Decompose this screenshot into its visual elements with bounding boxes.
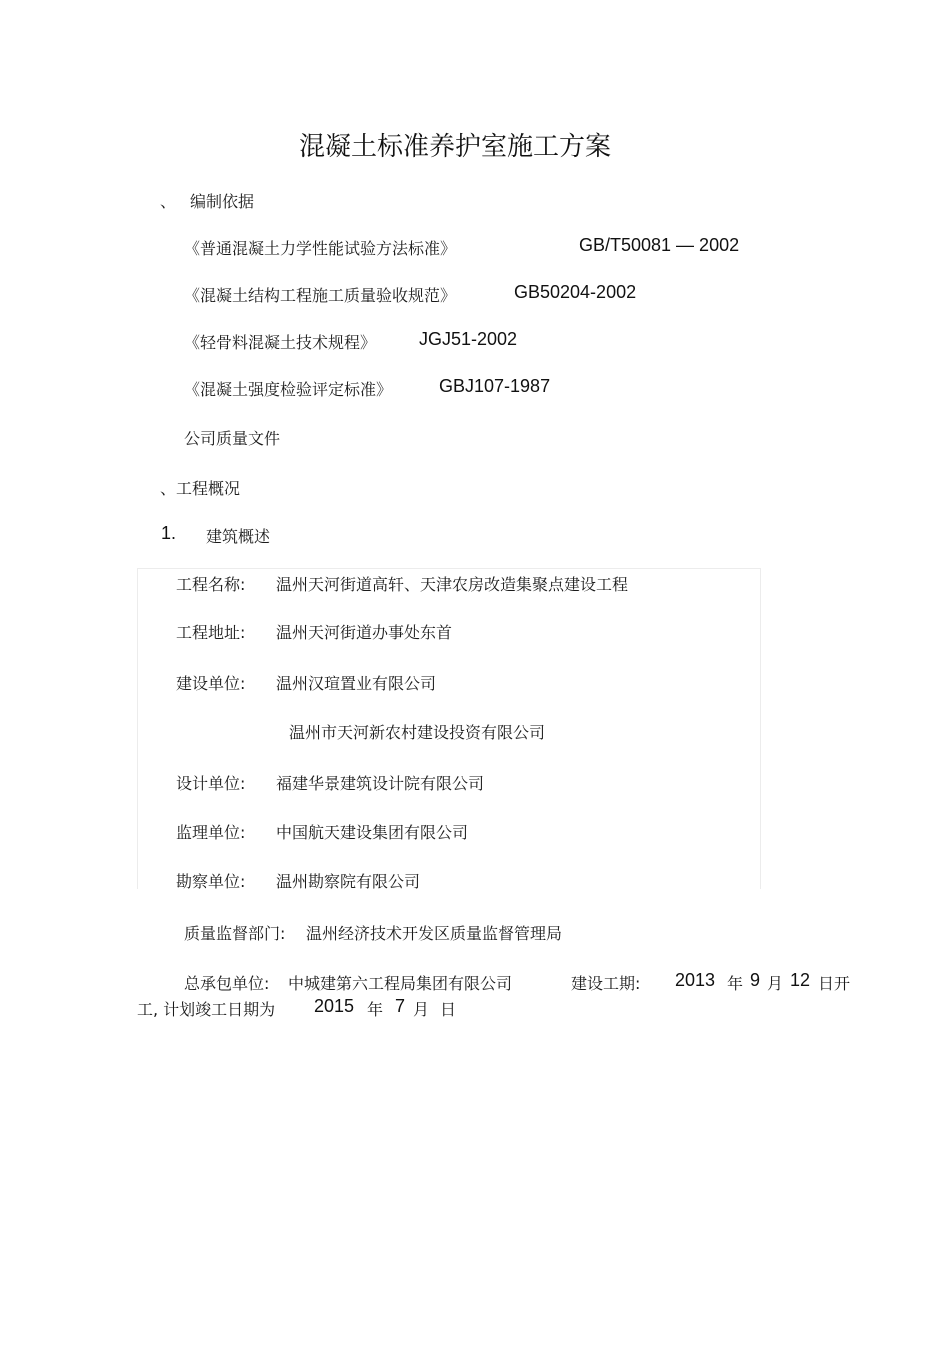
start-tail: 日开	[818, 974, 851, 993]
section-1-label: 编制依据	[190, 192, 255, 211]
section-1-marker: 、	[160, 192, 177, 211]
page-title: 混凝土标准养护室施工方案	[299, 132, 612, 162]
row-value: 福建华景建筑设计院有限公司	[276, 774, 485, 793]
basis-code: GBJ107-1987	[439, 376, 551, 396]
row-label: 设计单位:	[176, 774, 246, 793]
quality-dept-label: 质量监督部门:	[184, 924, 286, 943]
basis-code: JGJ51-2002	[419, 329, 518, 349]
row-label: 监理单位:	[176, 823, 246, 842]
basis-name: 《普通混凝土力学性能试验方法标准》	[184, 239, 457, 258]
day-char: 日	[440, 1000, 457, 1019]
year-char-2: 年	[367, 1000, 384, 1019]
row-label: 工程名称:	[176, 575, 246, 594]
end-month: 7	[395, 996, 406, 1016]
row-value: 温州勘察院有限公司	[276, 872, 421, 891]
basis-name: 《混凝土强度检验评定标准》	[184, 380, 393, 399]
start-year: 2013	[675, 970, 716, 990]
row-label: 建设单位:	[176, 674, 246, 693]
basis-code: GB/T50081 — 2002	[579, 235, 740, 255]
start-day: 12	[790, 970, 811, 990]
sub-section-label: 建筑概述	[206, 527, 271, 546]
row-value: 温州天河街道办事处东首	[276, 623, 453, 642]
row-value: 温州汉瑄置业有限公司	[276, 674, 437, 693]
basis-name: 《轻骨料混凝土技术规程》	[184, 333, 377, 352]
period-label: 建设工期:	[571, 974, 641, 993]
row-label: 工程地址:	[176, 623, 246, 642]
basis-code: GB50204-2002	[514, 282, 637, 302]
contractor-value: 中城建第六工程局集团有限公司	[288, 974, 513, 993]
basis-name: 《混凝土结构工程施工质量验收规范》	[184, 286, 457, 305]
year-char: 年	[727, 974, 744, 993]
month-char: 月	[767, 974, 784, 993]
sub-section-number: 1.	[161, 523, 177, 543]
row-value: 温州市天河新农村建设投资有限公司	[289, 723, 546, 742]
end-year: 2015	[314, 996, 355, 1016]
row-value: 温州天河街道高轩、天津农房改造集聚点建设工程	[276, 575, 629, 594]
start-month: 9	[750, 970, 761, 990]
row-value: 中国航天建设集团有限公司	[276, 823, 469, 842]
month-char-2: 月	[413, 1000, 430, 1019]
row-label: 勘察单位:	[176, 872, 246, 891]
section-2-heading: 、工程概况	[160, 479, 241, 498]
contractor-label: 总承包单位:	[184, 974, 270, 993]
company-docs: 公司质量文件	[184, 429, 281, 448]
quality-dept-value: 温州经济技术开发区质量监督管理局	[306, 924, 563, 943]
line2-prefix: 工, 计划竣工日期为	[137, 1000, 276, 1019]
